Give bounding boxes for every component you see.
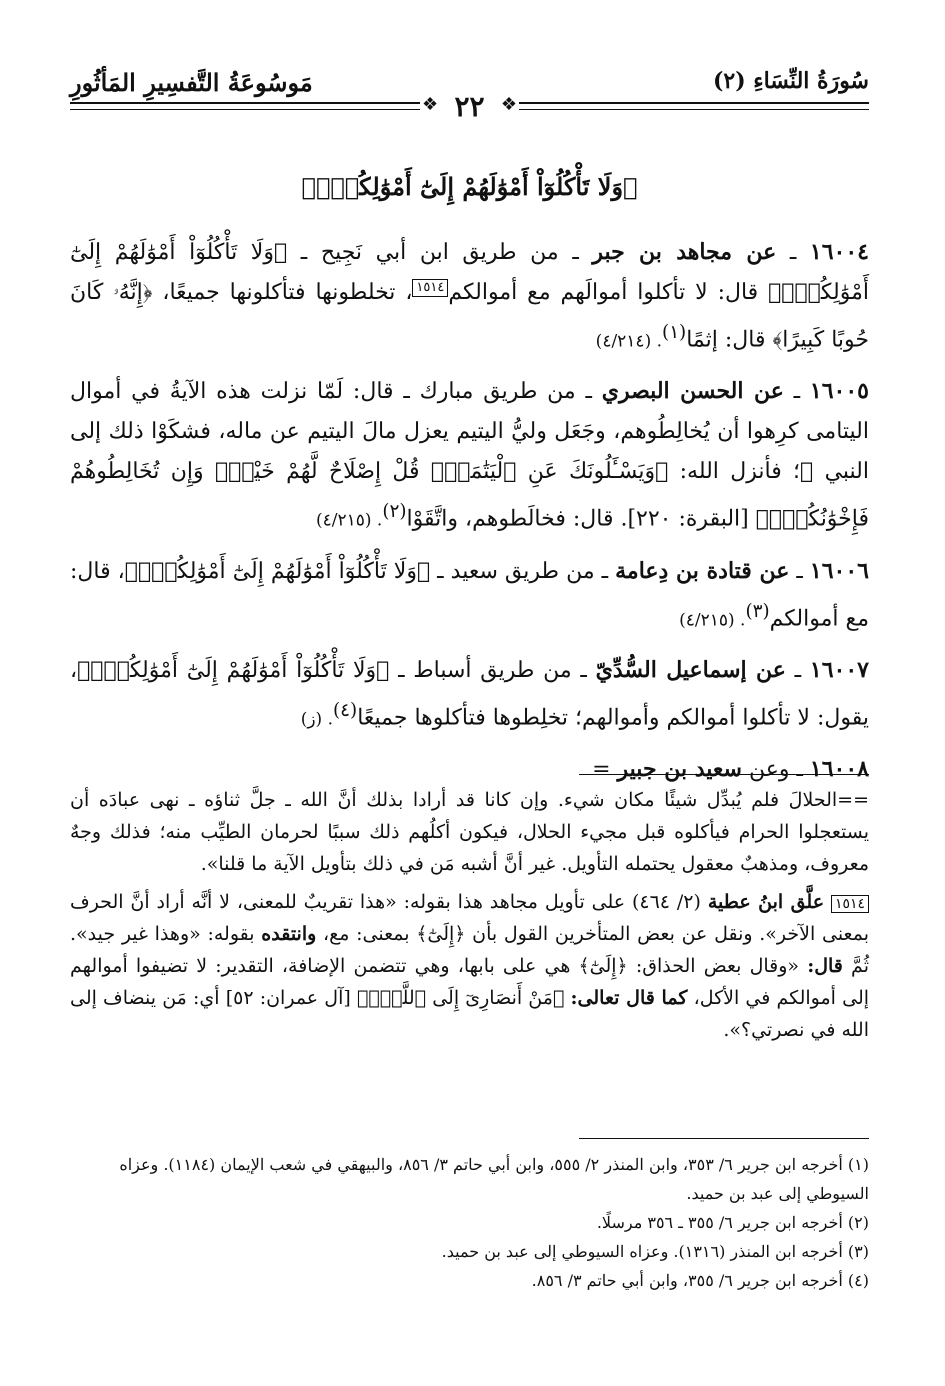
narration-entry: ١٦٠٠٥ ـ عن الحسن البصري ـ من طريق مبارك ـ قال: لَمّا نزلت هذه الآيةُ في أموال اليتامى كرِهوا أن يُخالِطُوهم، وجَعَل وليُّ اليتيم يعزل مالَ اليتيم عن ماله، فشكَوْا ذلك إلى النبي ﷺ؛ فأنزل الله: ﴿وَيَسْـَٔلُونَكَ عَنِ ٱلْيَتَٰمَىٰۖ قُلْ إِصْلَاحٌ لَّهُمْ خَيْرٌۖ وَإِن تُخَالِطُوهُمْ فَإِخْوَٰنُكُمْۚ﴾ [البقرة: ٢٢٠]. قال: فخالَطوهم، واتَّقَوْا$^{(٢)}$. (٤/٢١٥) <box>70 378 869 532</box>
narrator-name: عن قتادة بن دِعامة <box>615 557 790 584</box>
narration-text: ـ من طريق ابن أبي نَجِيح ـ ﴿وَلَا تَأْكُلُوٓاْ أَمْوَٰلَهُمْ إِلَىٰٓ أَمْوَٰلِكُمْۚ﴾ قال: لا تأكلوا أموالَهم مع أموالكم <box>70 240 870 305</box>
footnotes <box>70 1150 869 1295</box>
aya-heading: ﴿وَلَا تَأْكُلُوٓاْ أَمْوَٰلَهُمْ إِلَىٰٓ أَمْوَٰلِكُمْۚ﴾ <box>301 172 638 201</box>
commentary-text: «وقال بعض الحذاق: ﴿إِلَىٰٓ﴾ هي على بابها، وهي تتضمن الإضافة، التقدير: لا تضيفوا أموالهم إلى أموالكم في الأكل، <box>70 955 870 1009</box>
footnote-separator <box>579 1138 869 1139</box>
commentary-text: ﴿مَنْ أَنصَارِىٓ إِلَى ٱللَّهِۖ﴾ [آل عمران: ٥٢] أي: مَن ينضاف إلى الله في نصرتي؟». <box>70 987 869 1041</box>
source-ref: . (٤/٢١٤) <box>595 331 663 352</box>
commentary-bold: قال: <box>807 955 843 977</box>
commentary-text: بقوله: «وهذا غير جيد». ثُمَّ <box>70 923 869 977</box>
book-title: مَوسُوعَةُ التَّفسِيرِ المَأثُورِ <box>70 68 313 97</box>
narrator-name: عن إسماعيل السُّدِّيّ <box>595 656 786 683</box>
commentary-bold: كما قال تعالى: <box>570 987 688 1009</box>
narration-number: ١٦٠٠٥ <box>809 378 869 405</box>
narration-entry: ١٦٠٠٤ ـ عن مجاهد بن جبر ـ من طريق ابن أبي نَجِيح ـ ﴿وَلَا تَأْكُلُوٓاْ أَمْوَٰلَهُمْ إِلَىٰٓ أَمْوَٰلِكُمْۚ﴾ قال: لا تأكلوا أموالَهم مع أموالكم١٥١٤، تخلطونها فتأكلونها جميعًا، ﴿إِنَّهُۥ كَانَ حُوبًا كَبِيرًا﴾ قال: إثمًا$^{(١)}$. (٤/٢١٤) <box>70 239 870 353</box>
ornament-icon: ❖ <box>422 94 439 115</box>
narration-text: ـ من طريق أسباط ـ ﴿وَلَا تَأْكُلُوٓاْ أَمْوَٰلَهُمْ إِلَىٰٓ أَمْوَٰلِكُمْۚ﴾، يقول: لا تأكلوا أموالكم وأموالهم؛ تخلِطوها فتأكلوها جميعًا <box>70 657 869 731</box>
narrations <box>70 232 869 800</box>
narrator-name: عن الحسن البصري <box>601 378 784 405</box>
narration-text: ـ من طريق سعيد ـ ﴿وَلَا تَأْكُلُوٓاْ أَمْوَٰلَهُمْ إِلَىٰٓ أَمْوَٰلِكُمْۚ﴾، قال: مع أموالكم <box>70 558 869 631</box>
source-ref: . (٤/٢١٥) <box>679 609 746 630</box>
footnote-ref[interactable]: (٤) <box>333 699 358 721</box>
narration-entry: ١٦٠٠٧ ـ عن إسماعيل السُّدِّيّ ـ من طريق أسباط ـ ﴿وَلَا تَأْكُلُوٓاْ أَمْوَٰلَهُمْ إِلَىٰٓ أَمْوَٰلِكُمْۚ﴾، يقول: لا تأكلوا أموالكم وأموالهم؛ تخلِطوها فتأكلوها جميعًا$^{(٤)}$. (ز) <box>70 656 869 731</box>
source-ref: . (ز) <box>300 709 334 730</box>
ornament-icon: ❖ <box>500 94 517 115</box>
commentator-name: علَّق ابنُ عطية <box>707 891 825 913</box>
commentary-continuation: ==الحلالَ فلم يُبدِّل شيئًا مكان شيء. وإن كانا قد أرادا بذلك أنَّ الله ـ جلَّ ثناؤه ـ نهى عبادَه أن يستعجلوا الحرام فيأكلوه قبل مجيء الحلال، فيكون أكلُهم ذلك سببًا لحرمان الطيِّب منه؛ فذلك وجهٌ معروف، ومذهبٌ معقول يحتمله التأويل. غير أنَّ أشبه مَن في ذلك بتأويل الآية ما قلنا». <box>70 789 869 875</box>
footnote-ref[interactable]: (١) <box>662 322 687 343</box>
narration-entry: ١٦٠٠٦ ـ عن قتادة بن دِعامة ـ من طريق سعيد ـ ﴿وَلَا تَأْكُلُوٓاْ أَمْوَٰلَهُمْ إِلَىٰٓ أَمْوَٰلِكُمْۚ﴾، قال: مع أموالكم$^{(٣)}$. (٤/٢١٥) <box>70 557 869 631</box>
footnote: (٤) أخرجه ابن جرير ٦/ ٣٥٥، وابن أبي حاتم ٣/ ٨٥٦. <box>531 1271 869 1290</box>
continuation-mark: = <box>592 757 611 783</box>
narration-text: ـ من طريق مبارك ـ قال: لَمّا نزلت هذه الآيةُ في أموال اليتامى كرِهوا أن يُخالِطُوهم، وجَعَل وليُّ اليتيم يعزل مالَ اليتيم عن ماله، فشكَوْا ذلك إلى النبي ﷺ؛ فأنزل الله: ﴿وَيَسْـَٔلُونَكَ عَنِ ٱلْيَتَٰمَىٰۖ قُلْ إِصْلَاحٌ لَّهُمْ خَيْرٌۖ وَإِن تُخَالِطُوهُمْ فَإِخْوَٰنُكُمْۚ﴾ [البقرة: ٢٢٠]. قال: فخالَطوهم، واتَّقَوْا <box>70 379 869 532</box>
commentary-text: (٢/ ٤٦٤) على تأويل مجاهد هذا بقوله: «هذا تقريبٌ للمعنى، لا أنَّه أراد أنَّ الحرف بمعنى الآخر». ونقل عن بعض المتأخرين القول بأن ﴿إِلَىٰٓ﴾ بمعنى: مع، <box>70 891 869 945</box>
commentary-bold: وانتقده <box>261 923 317 945</box>
narrator-name: سعيد بن جبير <box>617 756 742 783</box>
footnote: (٣) أخرجه ابن المنذر (١٣١٦). وعزاه السيوطي إلى عبد بن حميد. <box>441 1242 869 1261</box>
narrator-name: عن مجاهد بن جبر <box>592 239 777 265</box>
narration-text: ـ وعن <box>748 757 803 783</box>
footnote: (٢) أخرجه ابن جرير ٦/ ٣٥٥ ـ ٣٥٦ مرسلًا. <box>596 1213 869 1232</box>
commentary <box>70 784 869 1052</box>
footnote-ref[interactable]: (٣) <box>745 600 770 622</box>
narration-number: ١٦٠٠٦ <box>809 557 869 584</box>
narration-number: ١٦٠٠٨ <box>809 756 869 783</box>
narration-text: ، تخلطونها فتأكلونها جميعًا، ﴿إِنَّهُۥ كَانَ حُوبًا كَبِيرًا﴾ قال: إثمًا <box>70 280 869 353</box>
commentary-note-number: ١٥١٤ <box>831 895 869 913</box>
page-header <box>70 68 869 128</box>
source-ref: . (٤/٢١٥) <box>315 510 383 531</box>
narration-number: ١٦٠٠٤ <box>809 239 869 265</box>
commentary-note-ref[interactable]: ١٥١٤ <box>412 279 448 297</box>
commentary-note <box>70 886 869 1046</box>
surah-title: سُورَةُ النِّسَاءِ (٢) <box>712 68 869 94</box>
footnote-separator <box>579 774 869 775</box>
footnote-ref[interactable]: (٢) <box>382 501 407 523</box>
footnote: (١) أخرجه ابن جرير ٦/ ٣٥٣، وابن المنذر ٢/ ٥٥٥، وابن أبي حاتم ٣/ ٨٥٦، والبيهقي في شعب الإيمان (١١٨٤). وعزاه السيوطي إلى عبد بن حميد. <box>119 1155 869 1203</box>
page-number: ٢٢ <box>454 90 485 123</box>
narration-number: ١٦٠٠٧ <box>809 656 869 683</box>
